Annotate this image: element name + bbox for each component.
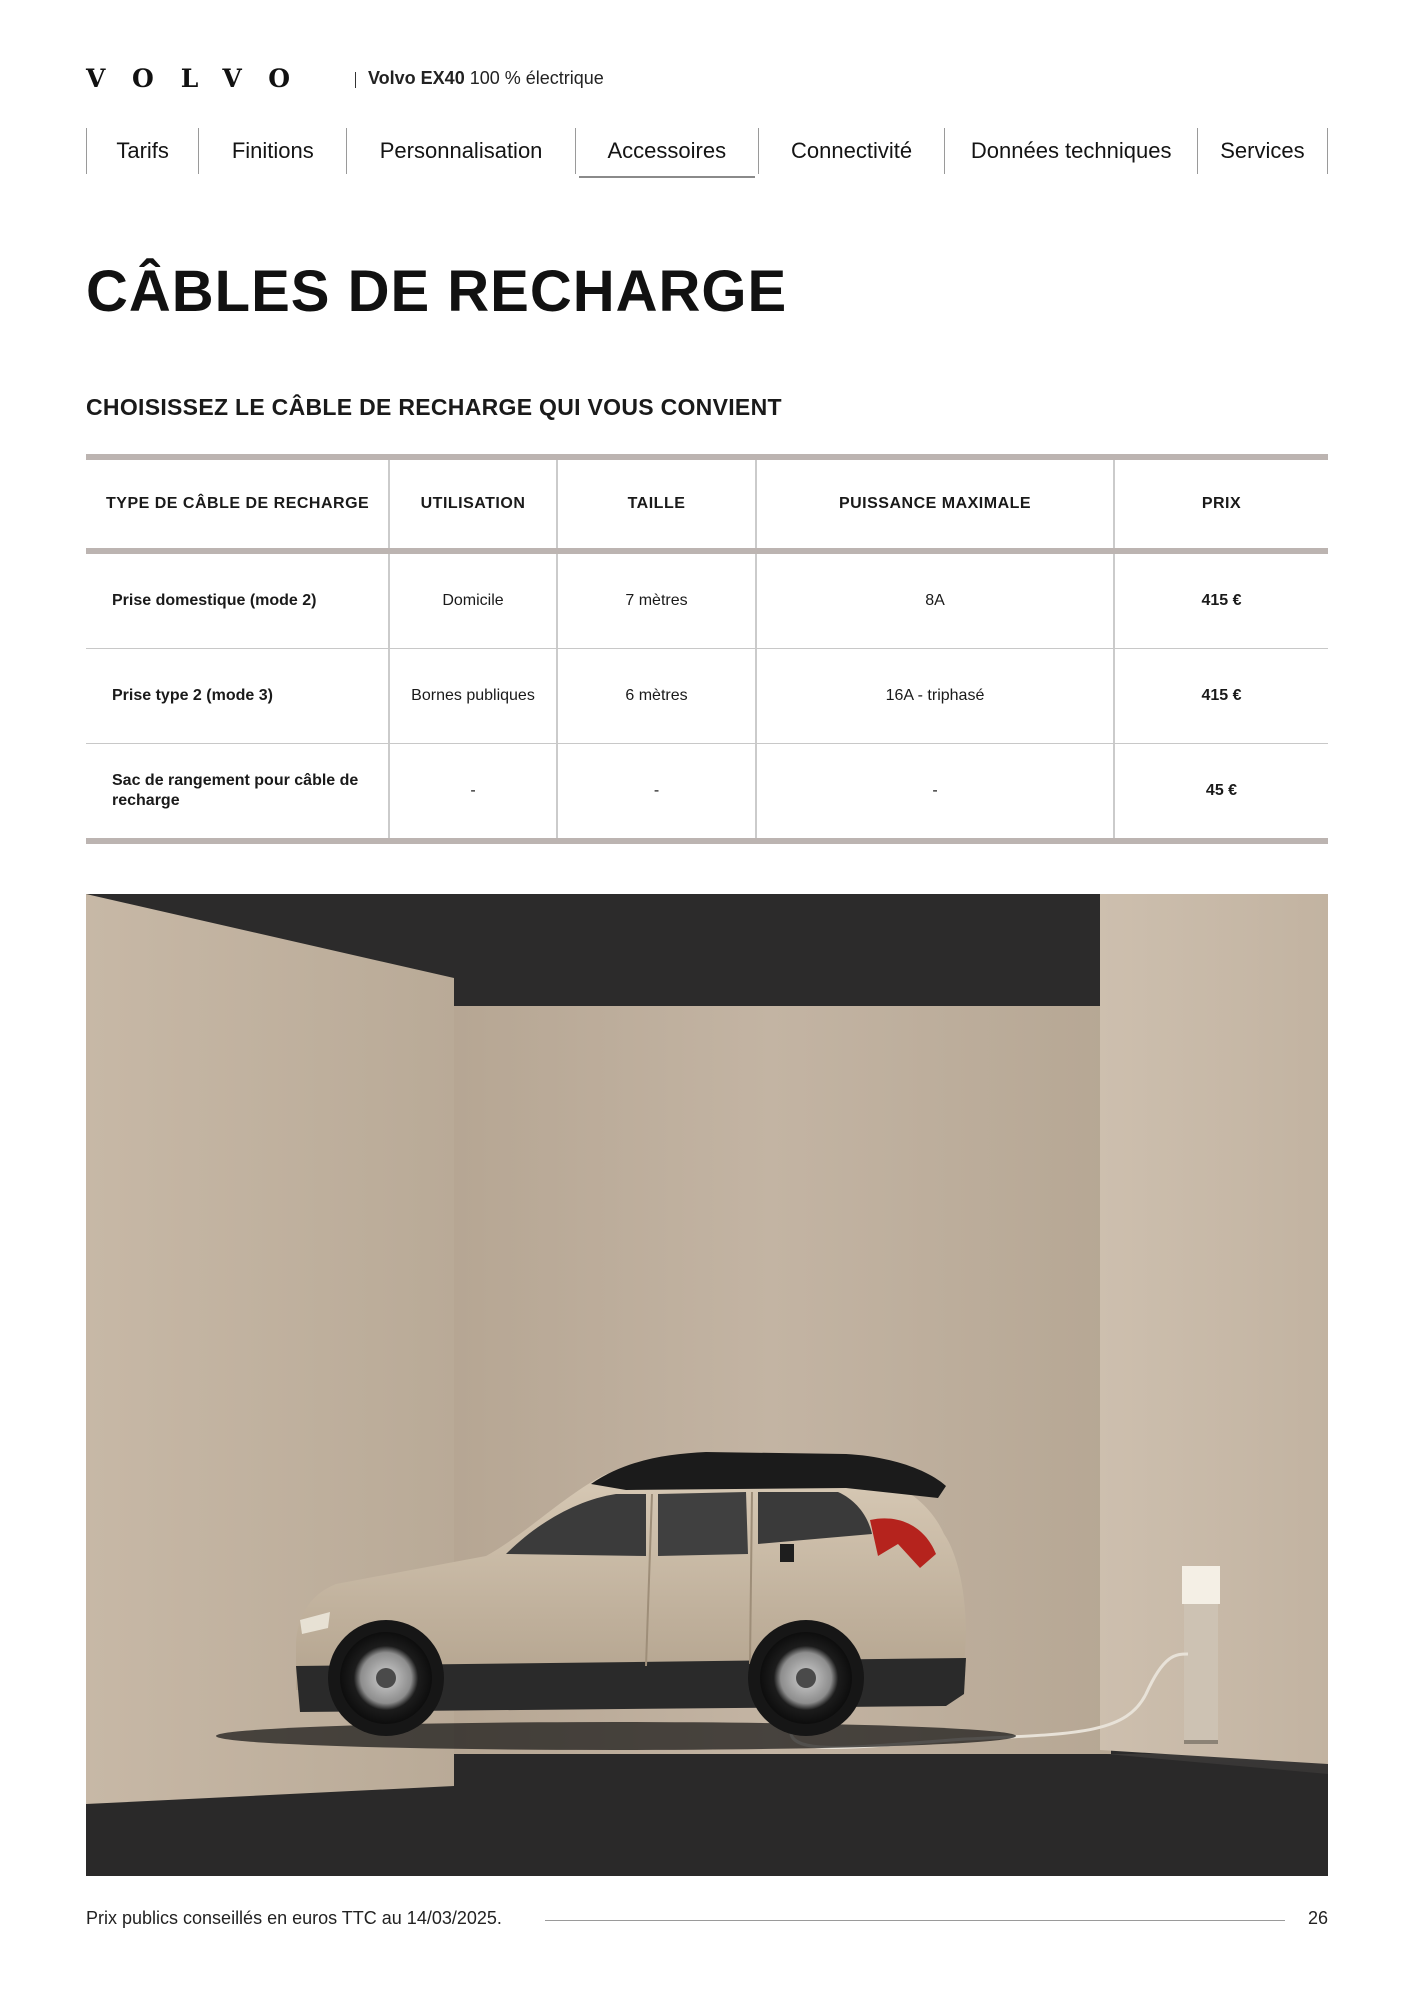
- nav-item-accessoires[interactable]: [575, 128, 758, 174]
- cable-name: Prise domestique (mode 2): [112, 592, 317, 609]
- page-number: 26: [1307, 1908, 1328, 1928]
- nav-label: Services: [1220, 138, 1305, 163]
- car-charging-photo: [86, 894, 1328, 1876]
- cell-usage: Domicile: [388, 554, 556, 648]
- car-illustration: [86, 894, 1328, 1876]
- cell-price: 45 €: [1113, 744, 1328, 838]
- table-row: [86, 554, 1328, 648]
- table-bottom-rule: [86, 838, 1328, 844]
- model-suffix: 100 % électrique: [469, 68, 604, 88]
- nav-item-finitions[interactable]: [198, 128, 346, 174]
- cell-max-power: 8A: [755, 554, 1113, 648]
- nav-label: Connectivité: [791, 138, 913, 163]
- table-row: [86, 743, 1328, 838]
- cell-length: -: [556, 744, 755, 838]
- header-cable-type: TYPE DE CÂBLE DE RECHARGE: [106, 495, 370, 512]
- nav-label: Données techniques: [970, 138, 1172, 163]
- model-name: Volvo EX40: [368, 68, 465, 88]
- header-length: TAILLE: [556, 460, 755, 548]
- cell-cable-type: [86, 744, 388, 838]
- footer-note: Prix publics conseillés en euros TTC au 14/03/2025.: [86, 1908, 502, 1928]
- header-divider: [355, 72, 356, 88]
- nav-label: Personnalisation: [379, 138, 543, 163]
- cell-usage: -: [388, 744, 556, 838]
- nav-item-personnalisation[interactable]: [346, 128, 575, 174]
- header-usage: UTILISATION: [388, 460, 556, 548]
- header-max-power: PUISSANCE MAXIMALE: [755, 460, 1113, 548]
- table-row: [86, 648, 1328, 743]
- section-subtitle: CHOISISSEZ LE CÂBLE DE RECHARGE QUI VOUS CONVIENT: [86, 394, 782, 420]
- cell-max-power: 16A - triphasé: [755, 649, 1113, 743]
- nav-item-tarifs[interactable]: [86, 128, 198, 174]
- nav-item-connectivite[interactable]: [758, 128, 945, 174]
- cable-name: Sac de rangement pour câble de recharge: [112, 772, 359, 809]
- nav-item-services[interactable]: [1197, 128, 1328, 174]
- nav-label: Accessoires: [607, 138, 727, 163]
- page-title: CÂBLES DE RECHARGE: [86, 259, 788, 324]
- footer-rule: [545, 1920, 1285, 1921]
- charging-cables-table: [86, 454, 1328, 844]
- header-price: PRIX: [1113, 460, 1328, 548]
- section-nav: [86, 128, 1328, 174]
- table-header-row: [86, 460, 1328, 548]
- brand-logo: VOLVO: [86, 64, 318, 93]
- cell-price: 415 €: [1113, 649, 1328, 743]
- cable-name: Prise type 2 (mode 3): [112, 687, 273, 704]
- cell-max-power: -: [755, 744, 1113, 838]
- cell-length: 6 mètres: [556, 649, 755, 743]
- nav-item-donnees-techniques[interactable]: [944, 128, 1196, 174]
- nav-label: Finitions: [231, 138, 314, 163]
- model-label: [368, 68, 604, 89]
- cell-length: 7 mètres: [556, 554, 755, 648]
- cell-usage: Bornes publiques: [388, 649, 556, 743]
- nav-label: Tarifs: [116, 138, 169, 163]
- cell-cable-type: [86, 554, 388, 648]
- cell-cable-type: [86, 649, 388, 743]
- cell-price: 415 €: [1113, 554, 1328, 648]
